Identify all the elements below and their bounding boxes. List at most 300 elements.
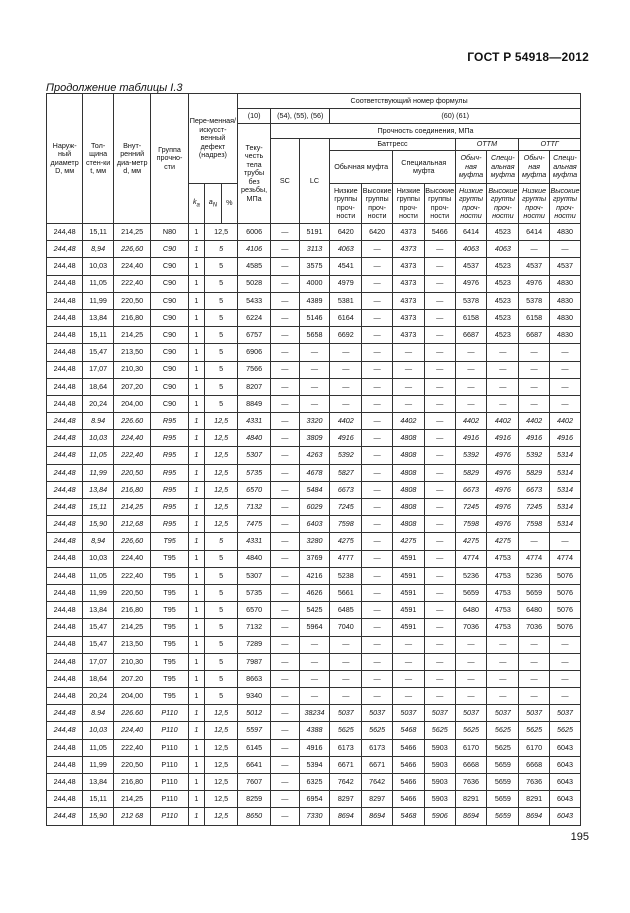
table-row xyxy=(47,584,581,601)
table-row xyxy=(47,275,581,292)
cell-ottm-high: 4275 xyxy=(487,533,519,550)
header-ottm: ОТТМ xyxy=(455,139,519,151)
cell-ka: 1 xyxy=(188,722,204,739)
cell-outer-diameter: 244,48 xyxy=(47,241,83,258)
cell-buttress-regular-low: 6673 xyxy=(330,481,362,498)
cell-ottm-high: — xyxy=(487,395,519,412)
cell-buttress-special-low: 4373 xyxy=(392,309,424,326)
header-formula-number: Соответствующий номер формулы xyxy=(238,94,581,109)
cell-lc: 4263 xyxy=(299,447,330,464)
cell-flow-strength: 7132 xyxy=(238,619,271,636)
cell-ottm-low: 5659 xyxy=(455,584,487,601)
cell-inner-diameter: 222,40 xyxy=(114,567,151,584)
cell-ka: 1 xyxy=(188,447,204,464)
cell-wall-thickness: 11,99 xyxy=(83,464,114,481)
cell-an: 5 xyxy=(205,533,238,550)
cell-sc: — xyxy=(271,774,300,791)
cell-strength-group: R95 xyxy=(151,447,188,464)
cell-inner-diameter: 213,50 xyxy=(114,636,151,653)
cell-strength-group: C90 xyxy=(151,292,188,309)
cell-sc: — xyxy=(271,670,300,687)
cell-ottm-high: 4523 xyxy=(487,224,519,241)
cell-lc: 5658 xyxy=(299,327,330,344)
cell-ottm-low: 6668 xyxy=(455,756,487,773)
cell-lc: 4216 xyxy=(299,567,330,584)
table-row xyxy=(47,516,581,533)
cell-flow-strength: 7289 xyxy=(238,636,271,653)
cell-an: 5 xyxy=(205,309,238,326)
cell-an: 12,5 xyxy=(205,722,238,739)
cell-sc: — xyxy=(271,464,300,481)
cell-buttress-regular-low: 7245 xyxy=(330,499,362,516)
cell-buttress-special-high: — xyxy=(424,499,455,516)
cell-sc: — xyxy=(271,756,300,773)
cell-inner-diameter: 216,80 xyxy=(114,481,151,498)
header-buttress-special: Специальная муфта xyxy=(392,151,455,184)
cell-an: 5 xyxy=(205,258,238,275)
table-body xyxy=(47,224,581,826)
cell-strength-group: P110 xyxy=(151,791,188,808)
cell-wall-thickness: 8,94 xyxy=(83,533,114,550)
cell-ottg-low: 8694 xyxy=(519,808,550,825)
cell-flow-strength: 6224 xyxy=(238,309,271,326)
cell-ottg-low: 6668 xyxy=(519,756,550,773)
cell-buttress-special-high: — xyxy=(424,550,455,567)
cell-ka: 1 xyxy=(188,774,204,791)
cell-lc: 38234 xyxy=(299,705,330,722)
cell-flow-strength: 7132 xyxy=(238,499,271,516)
cell-buttress-special-high: — xyxy=(424,430,455,447)
cell-buttress-regular-high: — xyxy=(362,533,393,550)
cell-buttress-regular-low: 5381 xyxy=(330,292,362,309)
cell-wall-thickness: 10,03 xyxy=(83,430,114,447)
cell-buttress-special-low: — xyxy=(392,361,424,378)
cell-wall-thickness: 13,84 xyxy=(83,774,114,791)
cell-ka: 1 xyxy=(188,567,204,584)
cell-buttress-regular-low: — xyxy=(330,670,362,687)
cell-ottm-high: 4523 xyxy=(487,309,519,326)
cell-inner-diameter: 213,50 xyxy=(114,344,151,361)
document-code: ГОСТ Р 54918—2012 xyxy=(467,50,589,64)
cell-wall-thickness: 15,11 xyxy=(83,224,114,241)
cell-an: 12,5 xyxy=(205,808,238,825)
cell-ottg-low: 6480 xyxy=(519,602,550,619)
cell-buttress-regular-low: — xyxy=(330,378,362,395)
cell-ottg-high: 4830 xyxy=(550,327,581,344)
cell-ottm-low: 8694 xyxy=(455,808,487,825)
cell-ottg-high: 5314 xyxy=(550,481,581,498)
cell-buttress-regular-low: 6485 xyxy=(330,602,362,619)
cell-flow-strength: 8259 xyxy=(238,791,271,808)
cell-ottm-low: — xyxy=(455,344,487,361)
cell-ottg-high: 5076 xyxy=(550,602,581,619)
cell-strength-group: T95 xyxy=(151,619,188,636)
cell-buttress-regular-high: 6173 xyxy=(362,739,393,756)
cell-an: 5 xyxy=(205,584,238,601)
cell-strength-group: C90 xyxy=(151,258,188,275)
cell-strength-group: C90 xyxy=(151,378,188,395)
cell-outer-diameter: 244,48 xyxy=(47,791,83,808)
cell-sc: — xyxy=(271,344,300,361)
cell-outer-diameter: 244,48 xyxy=(47,447,83,464)
cell-strength-group: C90 xyxy=(151,327,188,344)
cell-ottg-low: 5037 xyxy=(519,705,550,722)
table-row xyxy=(47,327,581,344)
cell-sc: — xyxy=(271,292,300,309)
header-ottm-low: Низкие группы проч-ности xyxy=(455,184,487,224)
cell-lc: 4388 xyxy=(299,722,330,739)
cell-buttress-special-high: — xyxy=(424,619,455,636)
cell-ka: 1 xyxy=(188,705,204,722)
table-row xyxy=(47,464,581,481)
cell-an: 12,5 xyxy=(205,413,238,430)
cell-ottg-high: 4830 xyxy=(550,309,581,326)
cell-buttress-special-low: 4591 xyxy=(392,584,424,601)
cell-buttress-special-low: 4373 xyxy=(392,275,424,292)
cell-flow-strength: 4106 xyxy=(238,241,271,258)
cell-outer-diameter: 244,48 xyxy=(47,481,83,498)
header-ottm-regular: Обыч-ная муфта xyxy=(455,151,487,184)
table-row xyxy=(47,567,581,584)
cell-ottg-high: 6043 xyxy=(550,791,581,808)
cell-outer-diameter: 244,48 xyxy=(47,327,83,344)
table-row xyxy=(47,258,581,275)
cell-sc: — xyxy=(271,653,300,670)
cell-buttress-special-low: — xyxy=(392,653,424,670)
cell-buttress-regular-high: — xyxy=(362,619,393,636)
cell-buttress-regular-low: 4777 xyxy=(330,550,362,567)
table-row xyxy=(47,619,581,636)
cell-ottg-high: — xyxy=(550,636,581,653)
cell-strength-group: C90 xyxy=(151,275,188,292)
table-row xyxy=(47,241,581,258)
cell-an: 12,5 xyxy=(205,739,238,756)
cell-wall-thickness: 20,24 xyxy=(83,395,114,412)
cell-ottm-low: — xyxy=(455,670,487,687)
header-ottg-regular: Обыч-ная муфта xyxy=(519,151,550,184)
cell-buttress-special-low: 4808 xyxy=(392,516,424,533)
cell-outer-diameter: 244,48 xyxy=(47,670,83,687)
cell-inner-diameter: 222,40 xyxy=(114,275,151,292)
cell-ka: 1 xyxy=(188,584,204,601)
cell-ottm-high: 4402 xyxy=(487,413,519,430)
cell-ottm-low: — xyxy=(455,361,487,378)
cell-buttress-special-high: — xyxy=(424,258,455,275)
cell-sc: — xyxy=(271,241,300,258)
cell-buttress-regular-low: 4979 xyxy=(330,275,362,292)
table-row xyxy=(47,636,581,653)
cell-buttress-regular-low: 6692 xyxy=(330,327,362,344)
cell-ottm-low: 5378 xyxy=(455,292,487,309)
cell-buttress-special-low: 5466 xyxy=(392,739,424,756)
cell-buttress-regular-low: 5392 xyxy=(330,447,362,464)
header-ottm-high: Высокие группы проч-ности xyxy=(487,184,519,224)
header-connection-strength: Прочность соединения, МПа xyxy=(271,124,581,139)
cell-an: 12,5 xyxy=(205,499,238,516)
cell-an: 12,5 xyxy=(205,791,238,808)
cell-lc: 4678 xyxy=(299,464,330,481)
cell-wall-thickness: 11,99 xyxy=(83,756,114,773)
table-row xyxy=(47,499,581,516)
cell-sc: — xyxy=(271,309,300,326)
cell-sc: — xyxy=(271,791,300,808)
cell-buttress-special-high: 5037 xyxy=(424,705,455,722)
cell-strength-group: R95 xyxy=(151,413,188,430)
table-row xyxy=(47,447,581,464)
cell-buttress-special-high: — xyxy=(424,447,455,464)
cell-buttress-regular-high: 6420 xyxy=(362,224,393,241)
cell-ottm-low: 5625 xyxy=(455,722,487,739)
cell-ka: 1 xyxy=(188,378,204,395)
cell-lc: — xyxy=(299,378,330,395)
cell-buttress-regular-low: 5238 xyxy=(330,567,362,584)
table-row xyxy=(47,344,581,361)
header-lc: LC xyxy=(299,139,330,224)
cell-wall-thickness: 11,05 xyxy=(83,447,114,464)
cell-ottg-low: — xyxy=(519,653,550,670)
cell-lc: 5191 xyxy=(299,224,330,241)
cell-flow-strength: 5433 xyxy=(238,292,271,309)
header-buttress-regular-low: Низкие группы проч-ности xyxy=(330,184,362,224)
cell-buttress-regular-high: — xyxy=(362,430,393,447)
cell-outer-diameter: 244,48 xyxy=(47,550,83,567)
cell-ottg-low: 5236 xyxy=(519,567,550,584)
cell-ottm-high: 5037 xyxy=(487,705,519,722)
cell-wall-thickness: 17,07 xyxy=(83,653,114,670)
cell-ottg-low: 4402 xyxy=(519,413,550,430)
cell-buttress-regular-high: — xyxy=(362,670,393,687)
cell-buttress-special-high: — xyxy=(424,464,455,481)
cell-sc: — xyxy=(271,499,300,516)
cell-buttress-regular-high: — xyxy=(362,653,393,670)
cell-ottg-low: — xyxy=(519,395,550,412)
cell-flow-strength: 4331 xyxy=(238,413,271,430)
cell-lc: — xyxy=(299,653,330,670)
cell-buttress-special-low: 4591 xyxy=(392,567,424,584)
cell-lc: 3320 xyxy=(299,413,330,430)
cell-ottm-low: 7598 xyxy=(455,516,487,533)
cell-wall-thickness: 8.94 xyxy=(83,705,114,722)
cell-buttress-regular-low: — xyxy=(330,344,362,361)
cell-ottm-high: — xyxy=(487,636,519,653)
cell-buttress-special-low: — xyxy=(392,378,424,395)
cell-buttress-special-low: 5037 xyxy=(392,705,424,722)
cell-strength-group: T95 xyxy=(151,602,188,619)
cell-buttress-regular-low: 5625 xyxy=(330,722,362,739)
cell-buttress-regular-low: 4402 xyxy=(330,413,362,430)
cell-inner-diameter: 220,50 xyxy=(114,464,151,481)
cell-strength-group: T95 xyxy=(151,688,188,705)
cell-wall-thickness: 15,47 xyxy=(83,344,114,361)
cell-ottm-high: 4063 xyxy=(487,241,519,258)
cell-buttress-special-low: 4591 xyxy=(392,602,424,619)
cell-wall-thickness: 15,47 xyxy=(83,619,114,636)
cell-outer-diameter: 244,48 xyxy=(47,636,83,653)
cell-ottg-low: 5625 xyxy=(519,722,550,739)
cell-buttress-special-high: — xyxy=(424,481,455,498)
cell-ka: 1 xyxy=(188,688,204,705)
cell-ottm-low: 4916 xyxy=(455,430,487,447)
cell-an: 5 xyxy=(205,378,238,395)
table-row xyxy=(47,533,581,550)
cell-strength-group: C90 xyxy=(151,361,188,378)
cell-ottm-high: 5659 xyxy=(487,791,519,808)
cell-ottg-high: — xyxy=(550,670,581,687)
header-ottg: ОТТГ xyxy=(519,139,581,151)
cell-buttress-special-high: — xyxy=(424,395,455,412)
cell-an: 12,5 xyxy=(205,705,238,722)
header-ottg-high: Высокие группы проч-ности xyxy=(550,184,581,224)
cell-ottg-high: — xyxy=(550,378,581,395)
cell-inner-diameter: 207,20 xyxy=(114,378,151,395)
cell-sc: — xyxy=(271,481,300,498)
cell-inner-diameter: 220,50 xyxy=(114,292,151,309)
header-sc: SC xyxy=(271,139,300,224)
cell-buttress-regular-high: 6671 xyxy=(362,756,393,773)
cell-sc: — xyxy=(271,447,300,464)
cell-ka: 1 xyxy=(188,275,204,292)
header-defect: Пере-менная/ искусст-венный дефект (надрез) xyxy=(188,94,237,184)
cell-ka: 1 xyxy=(188,464,204,481)
cell-buttress-regular-high: — xyxy=(362,378,393,395)
cell-strength-group: P110 xyxy=(151,756,188,773)
cell-buttress-regular-low: 6671 xyxy=(330,756,362,773)
cell-ottg-high: 4402 xyxy=(550,413,581,430)
cell-ottm-high: 4976 xyxy=(487,516,519,533)
cell-ottg-low: 4537 xyxy=(519,258,550,275)
cell-inner-diameter: 214,25 xyxy=(114,327,151,344)
cell-strength-group: C90 xyxy=(151,344,188,361)
cell-buttress-special-low: — xyxy=(392,395,424,412)
cell-ottg-high: 5037 xyxy=(550,705,581,722)
cell-ottm-low: 5829 xyxy=(455,464,487,481)
cell-buttress-regular-high: — xyxy=(362,241,393,258)
cell-inner-diameter: 226.60 xyxy=(114,705,151,722)
cell-strength-group: R95 xyxy=(151,516,188,533)
cell-an: 5 xyxy=(205,636,238,653)
cell-outer-diameter: 244,48 xyxy=(47,533,83,550)
cell-ka: 1 xyxy=(188,413,204,430)
cell-ottm-high: 5625 xyxy=(487,722,519,739)
cell-sc: — xyxy=(271,361,300,378)
cell-ottg-low: 7036 xyxy=(519,619,550,636)
cell-outer-diameter: 244,48 xyxy=(47,584,83,601)
table-row xyxy=(47,705,581,722)
cell-buttress-special-low: 4373 xyxy=(392,292,424,309)
cell-ottg-low: — xyxy=(519,636,550,653)
cell-an: 12,5 xyxy=(205,224,238,241)
cell-ottm-high: — xyxy=(487,688,519,705)
cell-sc: — xyxy=(271,567,300,584)
cell-ottg-high: 5314 xyxy=(550,516,581,533)
cell-outer-diameter: 244,48 xyxy=(47,292,83,309)
table-row xyxy=(47,550,581,567)
cell-buttress-special-low: 5466 xyxy=(392,791,424,808)
cell-buttress-special-high: — xyxy=(424,378,455,395)
cell-lc: 5425 xyxy=(299,602,330,619)
cell-buttress-special-low: 4591 xyxy=(392,619,424,636)
cell-wall-thickness: 11,05 xyxy=(83,275,114,292)
cell-strength-group: R95 xyxy=(151,464,188,481)
table-row xyxy=(47,224,581,241)
cell-outer-diameter: 244,48 xyxy=(47,275,83,292)
cell-ottm-high: — xyxy=(487,670,519,687)
cell-an: 12,5 xyxy=(205,447,238,464)
cell-ottg-high: 6043 xyxy=(550,739,581,756)
cell-strength-group: T95 xyxy=(151,653,188,670)
cell-buttress-regular-high: — xyxy=(362,309,393,326)
cell-flow-strength: 6570 xyxy=(238,602,271,619)
cell-outer-diameter: 244,48 xyxy=(47,516,83,533)
cell-ottg-high: 4830 xyxy=(550,224,581,241)
cell-flow-strength: 7607 xyxy=(238,774,271,791)
cell-buttress-special-low: 5466 xyxy=(392,774,424,791)
cell-ottm-low: 4402 xyxy=(455,413,487,430)
cell-inner-diameter: 224,40 xyxy=(114,258,151,275)
cell-ottm-low: — xyxy=(455,653,487,670)
cell-wall-thickness: 11,99 xyxy=(83,292,114,309)
cell-ottm-low: 7245 xyxy=(455,499,487,516)
cell-buttress-special-high: 5903 xyxy=(424,756,455,773)
cell-ottg-high: 6043 xyxy=(550,756,581,773)
cell-ottm-high: 4753 xyxy=(487,584,519,601)
cell-ottg-low: 6414 xyxy=(519,224,550,241)
header-formula-60-61: (60) (61) xyxy=(330,109,581,124)
cell-ottg-low: 5378 xyxy=(519,292,550,309)
cell-ottm-low: 6687 xyxy=(455,327,487,344)
cell-buttress-regular-high: — xyxy=(362,688,393,705)
table-row xyxy=(47,292,581,309)
cell-buttress-special-high: — xyxy=(424,567,455,584)
cell-strength-group: R95 xyxy=(151,481,188,498)
cell-buttress-regular-high: 5037 xyxy=(362,705,393,722)
cell-outer-diameter: 244,48 xyxy=(47,361,83,378)
cell-buttress-regular-high: — xyxy=(362,361,393,378)
cell-ottg-low: 5829 xyxy=(519,464,550,481)
cell-ottg-low: 6687 xyxy=(519,327,550,344)
cell-ottm-low: 4537 xyxy=(455,258,487,275)
cell-buttress-regular-high: — xyxy=(362,636,393,653)
cell-lc: 6325 xyxy=(299,774,330,791)
cell-lc: 6954 xyxy=(299,791,330,808)
cell-buttress-regular-high: — xyxy=(362,602,393,619)
cell-buttress-special-low: — xyxy=(392,636,424,653)
cell-strength-group: C90 xyxy=(151,309,188,326)
cell-outer-diameter: 244,48 xyxy=(47,430,83,447)
cell-ottm-low: 7636 xyxy=(455,774,487,791)
cell-flow-strength: 7987 xyxy=(238,653,271,670)
cell-buttress-regular-low: — xyxy=(330,361,362,378)
cell-buttress-regular-high: — xyxy=(362,275,393,292)
data-table xyxy=(46,93,581,826)
table-row xyxy=(47,808,581,825)
cell-lc: 4916 xyxy=(299,739,330,756)
cell-flow-strength: 5307 xyxy=(238,567,271,584)
cell-flow-strength: 6006 xyxy=(238,224,271,241)
cell-buttress-regular-high: 7642 xyxy=(362,774,393,791)
table-row xyxy=(47,653,581,670)
cell-ottg-high: — xyxy=(550,361,581,378)
cell-inner-diameter: 226,60 xyxy=(114,241,151,258)
cell-flow-strength: 5028 xyxy=(238,275,271,292)
cell-ottg-high: 5076 xyxy=(550,584,581,601)
cell-buttress-special-low: 4275 xyxy=(392,533,424,550)
cell-strength-group: C90 xyxy=(151,241,188,258)
cell-ottg-low: 6673 xyxy=(519,481,550,498)
cell-lc: — xyxy=(299,344,330,361)
cell-strength-group: T95 xyxy=(151,550,188,567)
cell-buttress-special-high: — xyxy=(424,653,455,670)
